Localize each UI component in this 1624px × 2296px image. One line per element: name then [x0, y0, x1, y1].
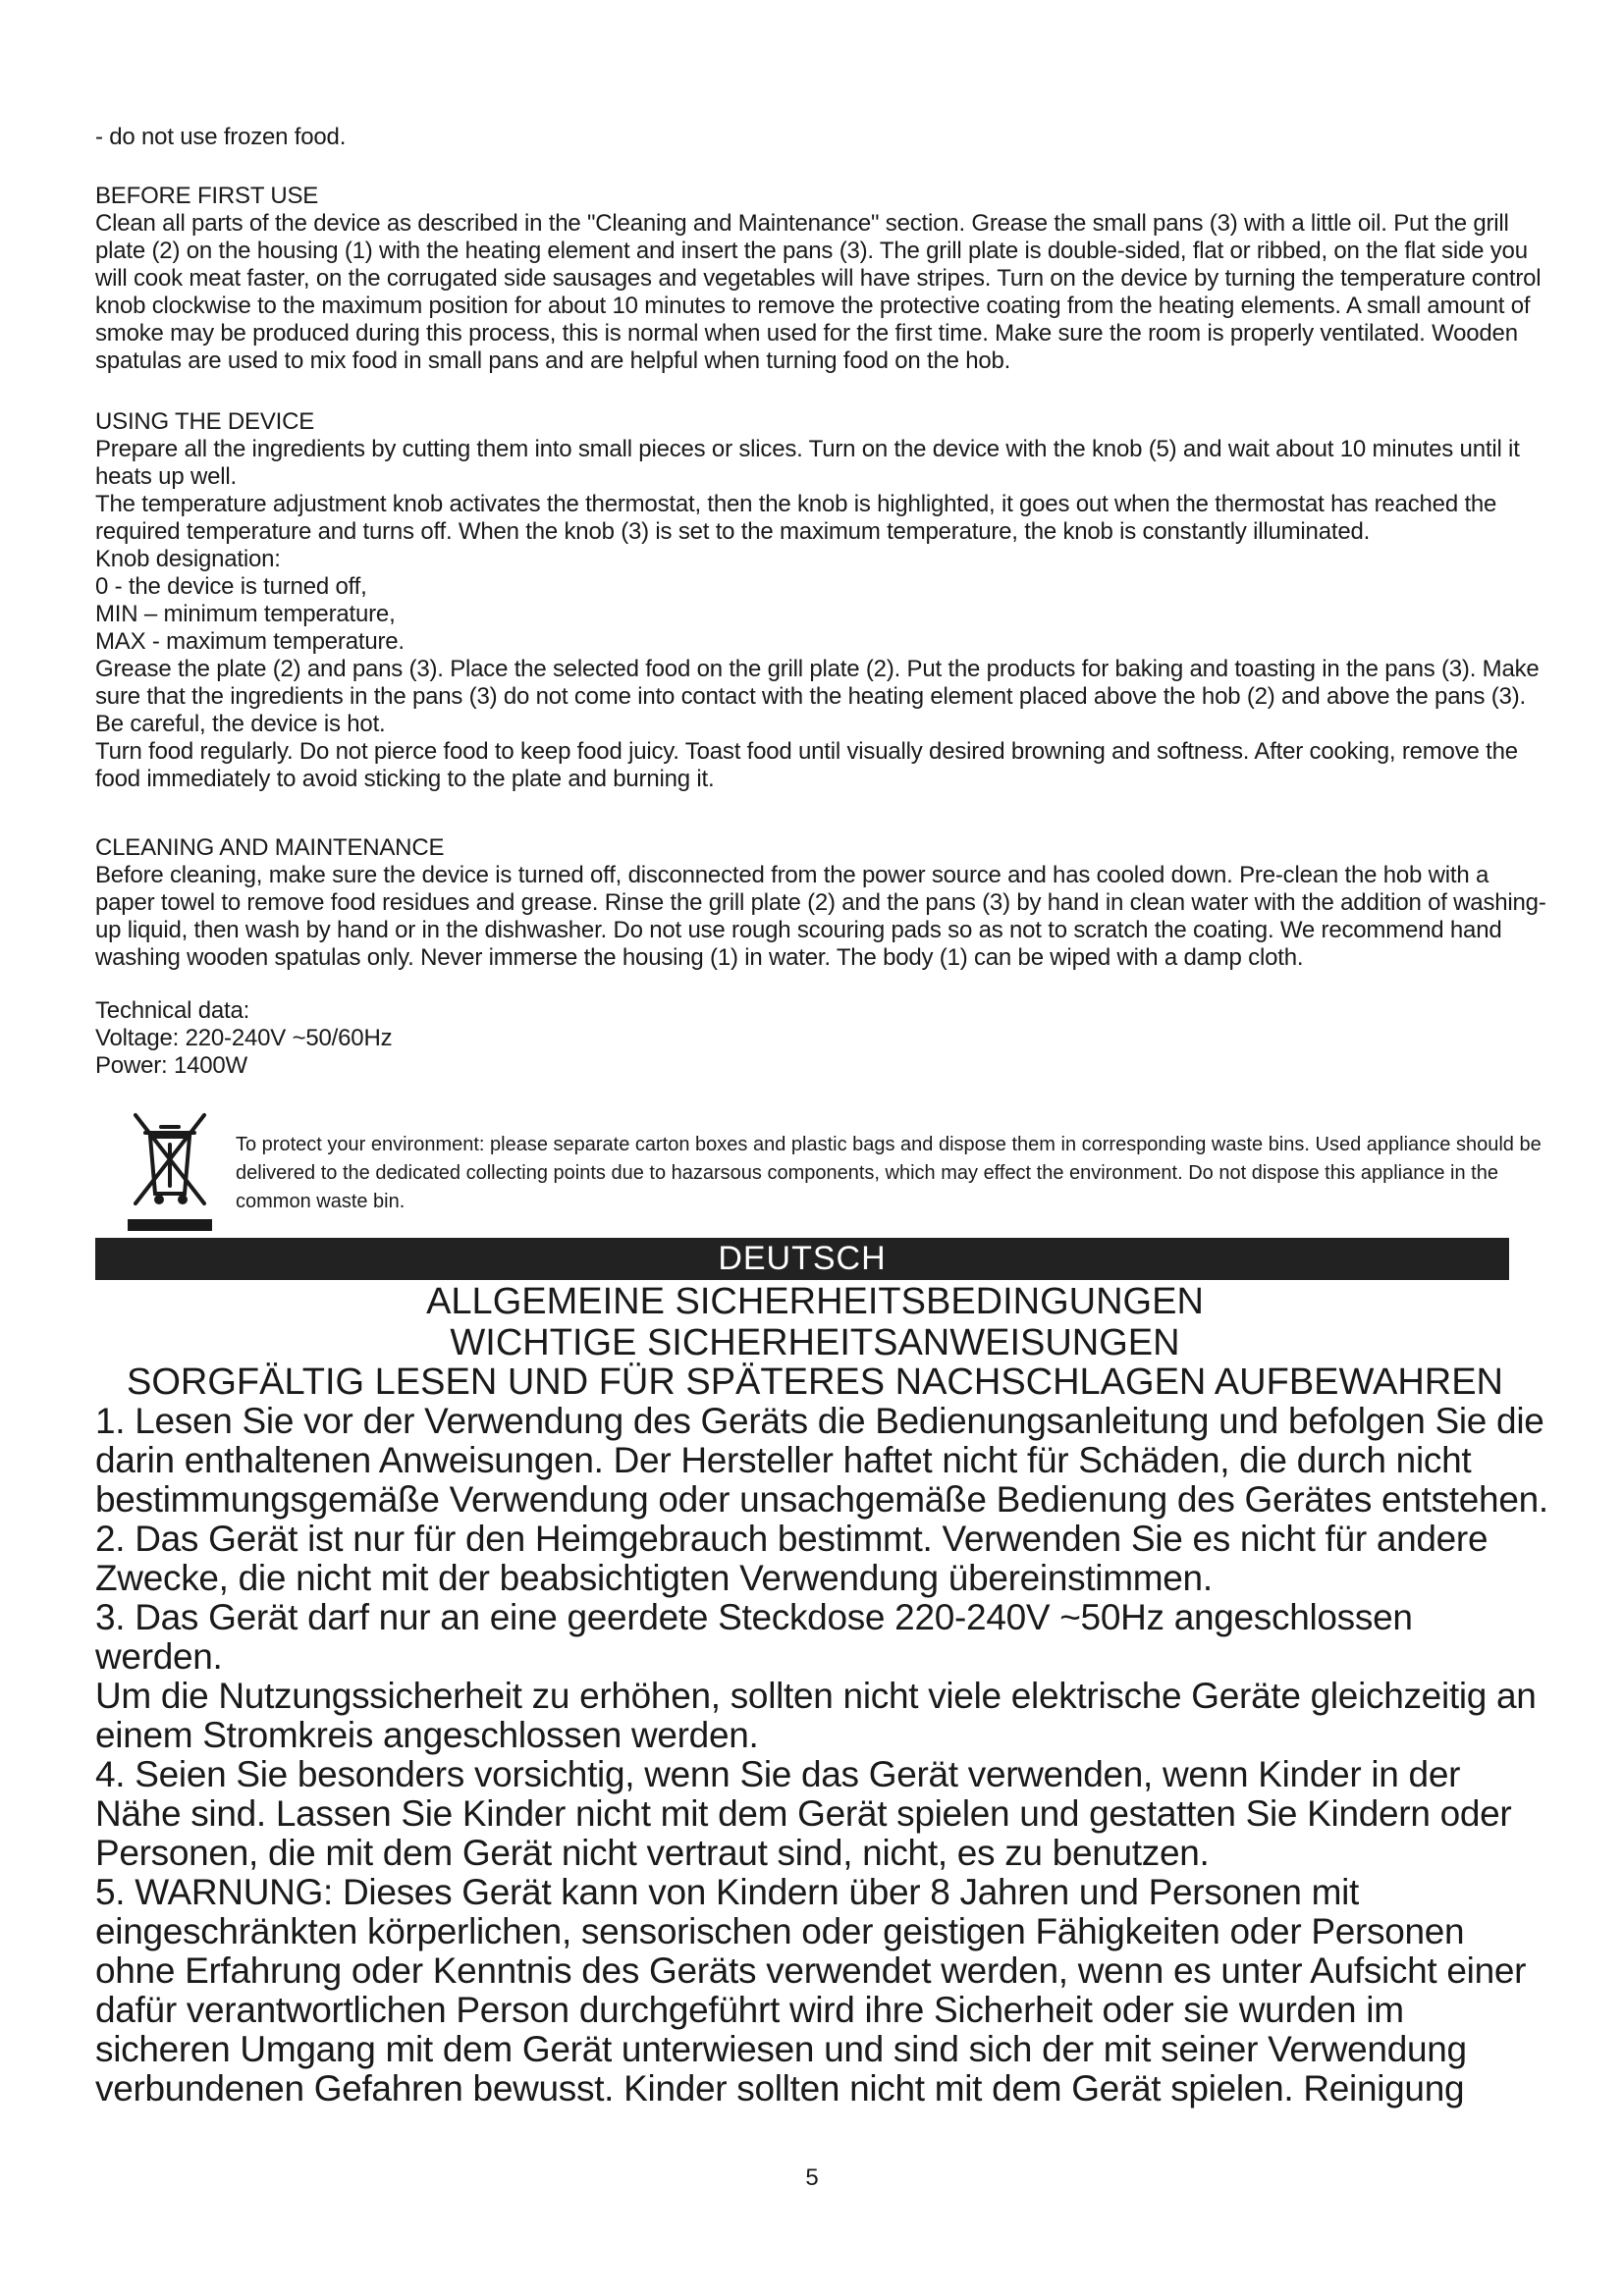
section-heading: USING THE DEVICE — [95, 408, 315, 435]
environment-note: To protect your environment: please separate carton boxes and plastic bags and dispose them in corresponding waste bins. Used appliance should be delivered to the dedicated collecting points due to hazarsous components, which may effect the environment. Do not dispose this appliance in the common waste bin. — [236, 1134, 1542, 1212]
technical-data — [95, 997, 1548, 1080]
section-heading: CLEANING AND MAINTENANCE — [95, 834, 445, 861]
section-heading: BEFORE FIRST USE — [95, 183, 319, 209]
section-cleaning — [95, 834, 1548, 972]
safety-item: 3. Das Gerät darf nur an eine geerdete Steckdose 220-240V ~50Hz angeschlossen werden. — [95, 1597, 1413, 1677]
section-before-first-use — [95, 183, 1548, 375]
language-bar-deutsch: DEUTSCH — [95, 1238, 1509, 1280]
paragraph: Grease the plate (2) and pans (3). Place the selected food on the grill plate (2). Put the products for baking and toasting in the pans (3). Make sure that the ingredients in the pans (3) do not come into contact with the heating element placed above the hob (2) and above the pans (3). Be careful, the device is hot. — [95, 656, 1540, 737]
german-heading-general-safety: ALLGEMEINE SICHERHEITSBEDINGUNGEN — [426, 1281, 1204, 1322]
safety-item: 1. Lesen Sie vor der Verwendung des Geräts die Bedienungsanleitung und befolgen Sie die darin enthaltenen Anweisungen. Der Hersteller haftet nicht für Schäden, die durch nicht bestimmungsgemäße Verwendung oder unsachgemäße Bedienung des Gerätes entstehen. — [95, 1401, 1548, 1520]
paragraph: The temperature adjustment knob activates the thermostat, then the knob is highlighted, it goes out when the thermostat has reached the required temperature and turns off. When the knob (3) is set to the maximum temperature, the knob is constantly illuminated. — [95, 491, 1497, 545]
page-number: 5 — [805, 2164, 819, 2191]
paragraph: MIN – minimum temperature, — [95, 601, 396, 627]
section-text: Clean all parts of the device as described in the "Cleaning and Maintenance" section. Grease the small pans (3) with a little oil. Put the grill plate (2) on the housing (1) with the heating element and insert the pans (3). The grill plate is double-sided, flat or ribbed, on the flat side you will cook meat faster, on the corrugated side sausages and vegetables will have stripes. Turn on the device by turning the temperature control knob clockwise to the maximum position for about 10 minutes to remove the protective coating from the heating elements. A small amount of smoke may be produced during this process, this is normal when used for the first time. Make sure the room is properly ventilated. Wooden spatulas are used to mix food in small pans and are helpful when turning food on the hob. — [95, 210, 1542, 374]
german-heading-important-instructions: WICHTIGE SICHERHEITSANWEISUNGEN — [450, 1322, 1180, 1363]
paragraph: MAX - maximum temperature. — [95, 628, 405, 655]
safety-item: 2. Das Gerät ist nur für den Heimgebrauch bestimmt. Verwenden Sie es nicht für andere Zwecke, die nicht mit der beabsichtigten Verwendung übereinstimmen. — [95, 1519, 1489, 1598]
intro-text: - do not use frozen food. — [95, 124, 347, 150]
paragraph: Prepare all the ingredients by cutting them into small pieces or slices. Turn on the device with the knob (5) and wait about 10 minutes until it heats up well. — [95, 436, 1520, 490]
voltage-value: Voltage: 220-240V ~50/60Hz — [95, 1025, 393, 1051]
paragraph: Knob designation: — [95, 546, 281, 572]
section-text: Before cleaning, make sure the device is turned off, disconnected from the power source and has cooled down. Pre-clean the hob with a paper towel to remove food residues and grease. Rinse the grill plate (2) and the pans (3) by hand in clean water with the addition of washing-up liquid, then wash by hand or in the dishwasher. Do not use rough scouring pads so as not to scratch the coating. We recommend hand washing wooden spatulas only. Never immerse the housing (1) in water. The body (1) can be wiped with a damp cloth. — [95, 862, 1546, 971]
german-heading-read-carefully: SORGFÄLTIG LESEN UND FÜR SPÄTERES NACHSCHLAGEN AUFBEWAHREN — [126, 1362, 1503, 1403]
safety-item: 5. WARNUNG: Dieses Gerät kann von Kindern über 8 Jahren und Personen mit eingeschränkten körperlichen, sensorischen oder geistigen Fähigkeiten oder Personen ohne Erfahrung oder Kenntnis des Geräts verwendet werden, wenn es unter Aufsicht einer dafür verantwortlichen Person durchgeführt wird ihre Sicherheit oder sie wurden im sicheren Umgang mit dem Gerät unterwiesen und sind sich der mit seiner Verwendung verbundenen Gefahren bewusst. Kinder sollten nicht mit dem Gerät spielen. Reinigung — [95, 1872, 1527, 2109]
intro-note — [95, 124, 1548, 151]
german-safety-list — [95, 1402, 1548, 2109]
paragraph: Turn food regularly. Do not pierce food to keep food juicy. Toast food until visually desired browning and softness. After cooking, remove the food immediately to avoid sticking to the plate and burning it. — [95, 738, 1518, 792]
paragraph: 0 - the device is turned off, — [95, 573, 367, 600]
safety-item: 4. Seien Sie besonders vorsichtig, wenn Sie das Gerät verwenden, wenn Kinder in der Nähe sind. Lassen Sie Kinder nicht mit dem Gerät spielen und gestatten Sie Kindern oder Personen, die mit dem Gerät nicht vertraut sind, nicht, es zu benutzen. — [95, 1754, 1512, 1873]
section-using-device — [95, 408, 1548, 793]
power-value: Power: 1400W — [95, 1052, 248, 1079]
technical-heading: Technical data: — [95, 997, 250, 1024]
weee-crossed-bin-icon — [126, 1109, 214, 1233]
safety-item: Um die Nutzungssicherheit zu erhöhen, sollten nicht viele elektrische Geräte gleichzeitig an einem Stromkreis angeschlossen werden. — [95, 1676, 1537, 1755]
